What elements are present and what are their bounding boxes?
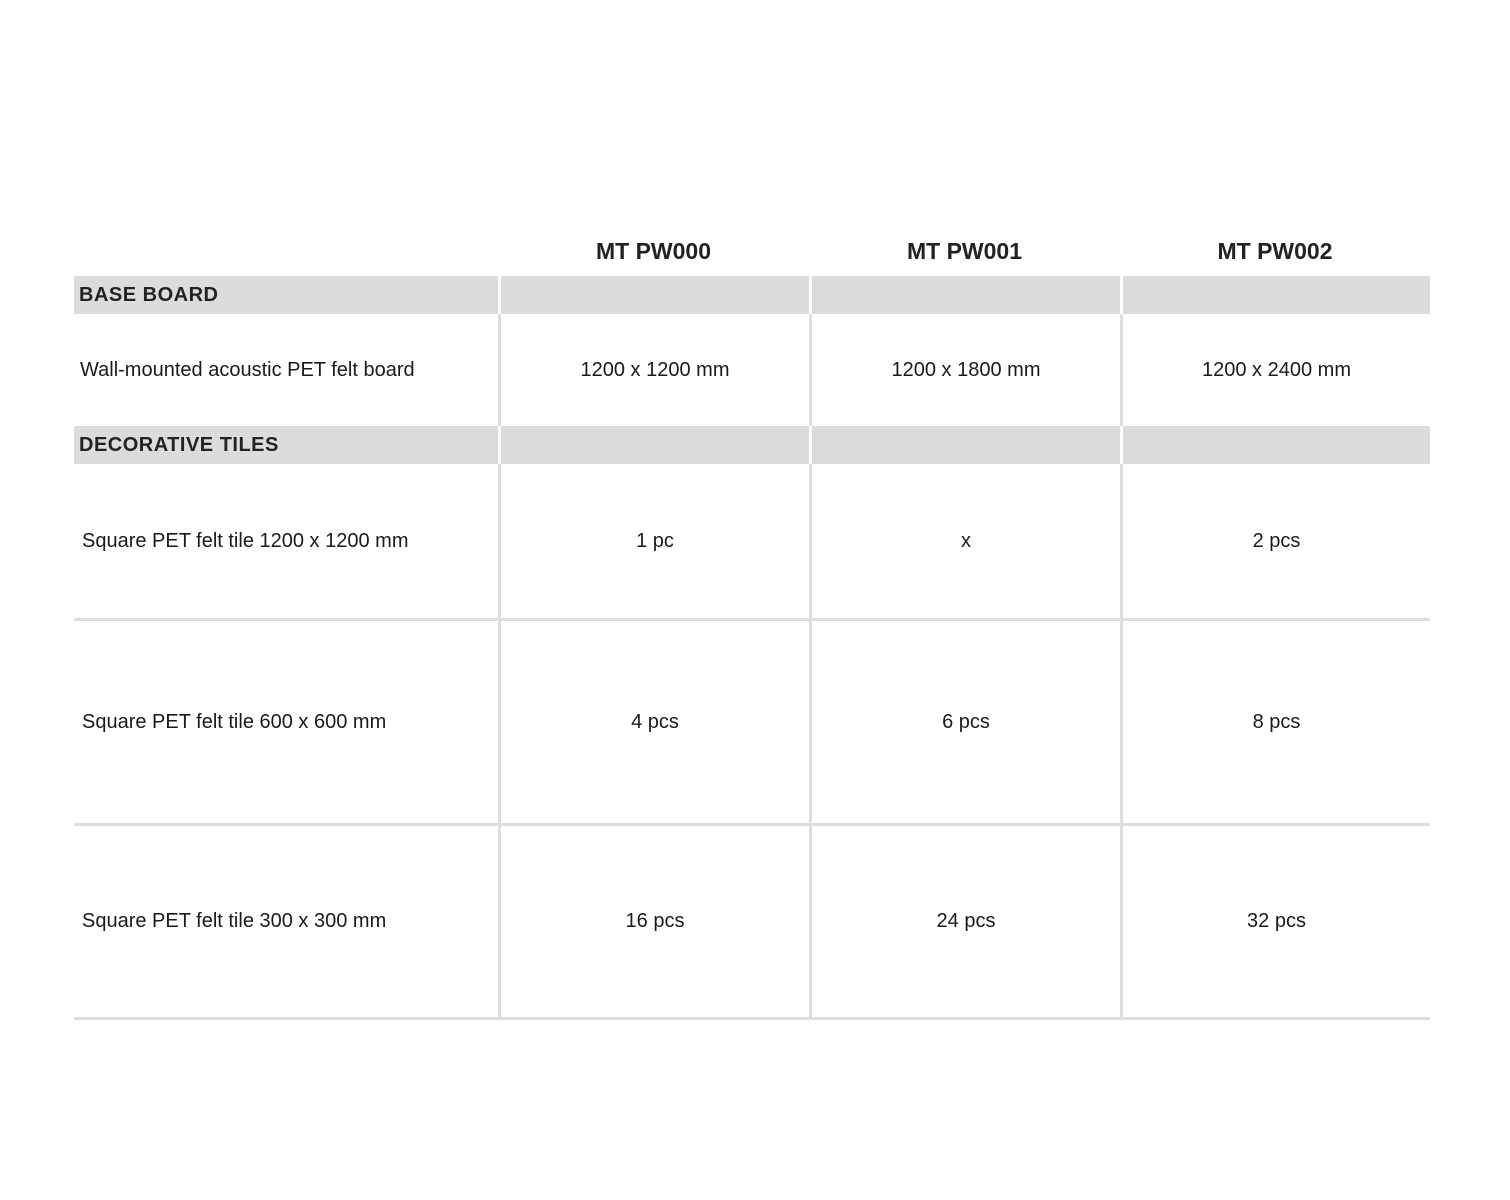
- table-row: [74, 314, 1430, 426]
- column-header-mt-pw002: MT PW002: [1217, 237, 1333, 264]
- section-band-cell: [498, 426, 809, 464]
- table-cell: 8 pcs: [1120, 621, 1430, 823]
- row-label: Square PET felt tile 1200 x 1200 mm: [82, 529, 409, 552]
- table-cell: 32 pcs: [1120, 826, 1430, 1017]
- header-cell-empty: [74, 230, 498, 276]
- table-cell: 4 pcs: [498, 621, 809, 823]
- section-band-cell: [1120, 276, 1430, 314]
- section-band-cell: [498, 276, 809, 314]
- column-header-mt-pw000: MT PW000: [595, 237, 712, 264]
- row-label: Square PET felt tile 300 x 300 mm: [82, 910, 387, 932]
- section-band-cell: [809, 276, 1120, 314]
- row-label: Wall-mounted acoustic PET felt board: [80, 358, 415, 381]
- table-row: [74, 621, 1430, 826]
- section-band-cell: [809, 426, 1120, 464]
- table-cell: 2 pcs: [1120, 464, 1430, 618]
- table-cell: 1 pc: [498, 464, 809, 618]
- section-band-cell: [1120, 426, 1430, 464]
- table-cell: 1200 x 1200 mm: [498, 314, 809, 426]
- spec-table: [74, 230, 1430, 1020]
- section-title: BASE BOARD: [74, 276, 498, 314]
- table-row: [74, 826, 1430, 1020]
- row-label: Square PET felt tile 600 x 600 mm: [82, 710, 387, 733]
- section-row-base-board: [74, 276, 1430, 314]
- table-row: [74, 464, 1430, 621]
- table-cell: 1200 x 1800 mm: [809, 314, 1120, 426]
- table-cell: 16 pcs: [498, 826, 809, 1017]
- column-header-mt-pw001: MT PW001: [906, 237, 1023, 264]
- table-cell: x: [809, 464, 1120, 618]
- table-cell: 24 pcs: [809, 826, 1120, 1017]
- table-cell: 6 pcs: [809, 621, 1120, 823]
- table-cell: 1200 x 2400 mm: [1120, 314, 1430, 426]
- table-header-row: [74, 230, 1430, 276]
- section-title: DECORATIVE TILES: [74, 426, 498, 464]
- section-row-decorative-tiles: [74, 426, 1430, 464]
